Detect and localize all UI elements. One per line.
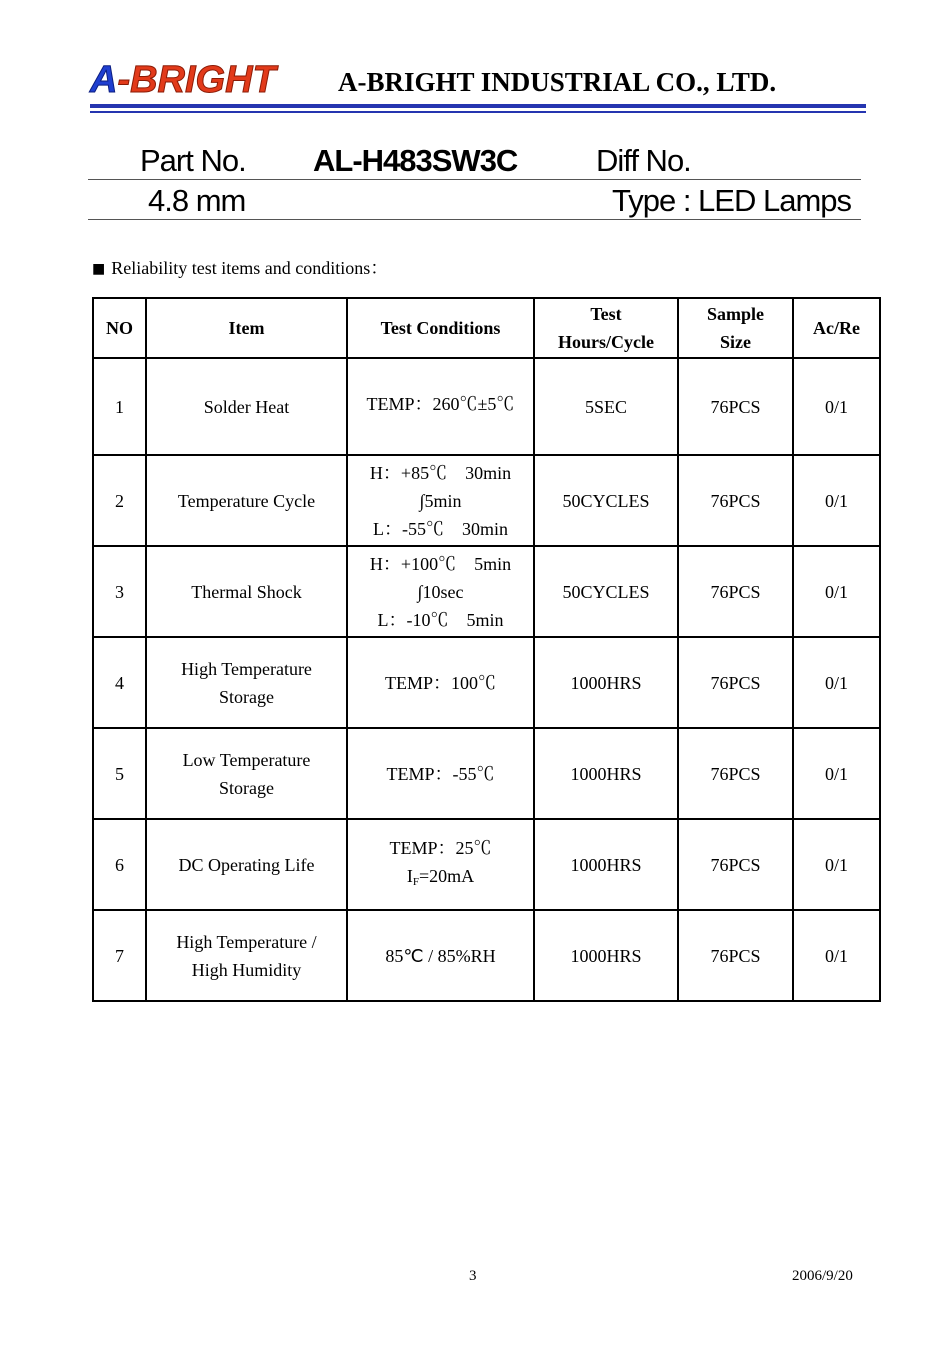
section-title: Reliability test items and conditions： <box>111 258 389 278</box>
column-header-acre: Ac/Re <box>793 298 880 358</box>
condition-line: H：+100℃ 5min <box>369 553 512 574</box>
divider-line <box>88 179 861 180</box>
cell-hours: 1000HRS <box>534 819 678 910</box>
cell-acre: 0/1 <box>793 358 880 455</box>
company-name: A-BRIGHT INDUSTRIAL CO., LTD. <box>338 67 777 97</box>
item-line: Storage <box>219 686 274 707</box>
lamp-type: Type : LED Lamps <box>612 183 852 218</box>
item-line: Storage <box>219 777 274 798</box>
cell-sample: 76PCS <box>678 819 793 910</box>
cell-conditions: 85℃ / 85%RH <box>347 910 534 1001</box>
cell-item <box>146 728 347 819</box>
header-rule-thin <box>90 111 866 113</box>
cell-no: 7 <box>93 910 146 1001</box>
item-line: High Humidity <box>191 959 302 980</box>
cell-sample: 76PCS <box>678 910 793 1001</box>
cell-hours: 5SEC <box>534 358 678 455</box>
column-header-conditions: Test Conditions <box>347 298 534 358</box>
square-bullet-icon: ■ <box>92 261 106 277</box>
item-line: Low Temperature <box>182 749 311 770</box>
logo-dash: - <box>117 59 131 101</box>
table-row <box>93 455 880 546</box>
diff-number-label: Diff No. <box>596 143 691 178</box>
current-symbol: I <box>406 865 413 886</box>
divider-line <box>88 219 861 220</box>
column-header-item: Item <box>146 298 347 358</box>
cell-sample: 76PCS <box>678 455 793 546</box>
condition-line <box>348 862 533 896</box>
current-subscript: F <box>412 875 419 888</box>
condition-line: TEMP：25℃ <box>389 837 492 858</box>
cell-acre: 0/1 <box>793 910 880 1001</box>
logo-bright: BRIGHT <box>130 59 276 101</box>
column-header-hours <box>534 298 678 358</box>
company-logo <box>90 60 276 100</box>
cell-item <box>146 910 347 1001</box>
cell-no: 3 <box>93 546 146 637</box>
cell-acre: 0/1 <box>793 455 880 546</box>
cell-no: 6 <box>93 819 146 910</box>
cell-sample: 76PCS <box>678 637 793 728</box>
table-row <box>93 728 880 819</box>
cell-hours: 1000HRS <box>534 728 678 819</box>
cell-hours: 1000HRS <box>534 637 678 728</box>
cell-item: Solder Heat <box>146 358 347 455</box>
item-line: High Temperature <box>181 658 312 679</box>
item-line: High Temperature / <box>176 931 317 952</box>
cell-no: 4 <box>93 637 146 728</box>
column-header-no: NO <box>93 298 146 358</box>
header-text: Test <box>590 304 622 324</box>
cell-acre: 0/1 <box>793 546 880 637</box>
part-number: AL-H483SW3C <box>313 143 518 178</box>
condition-line: H：+85℃ 30min <box>369 462 512 483</box>
logo-letter-a: A <box>90 59 118 101</box>
cell-acre: 0/1 <box>793 819 880 910</box>
document-date: 2006/9/20 <box>792 1268 853 1284</box>
cell-conditions: TEMP：-55℃ <box>347 728 534 819</box>
condition-line: L：-55℃ 30min <box>373 518 508 539</box>
cell-no: 1 <box>93 358 146 455</box>
header-rule-thick <box>90 104 866 108</box>
cell-conditions <box>347 819 534 910</box>
cell-sample: 76PCS <box>678 358 793 455</box>
cell-conditions <box>347 546 534 637</box>
cell-acre: 0/1 <box>793 728 880 819</box>
condition-line: L：-10℃ 5min <box>377 609 504 630</box>
column-header-sample-size <box>678 298 793 358</box>
cell-sample: 76PCS <box>678 728 793 819</box>
table-row <box>93 546 880 637</box>
header-text: Hours/Cycle <box>558 332 654 352</box>
table-row <box>93 910 880 1001</box>
table-row <box>93 637 880 728</box>
cell-item: Temperature Cycle <box>146 455 347 546</box>
cell-acre: 0/1 <box>793 637 880 728</box>
table-row <box>93 358 880 455</box>
section-heading <box>92 256 388 282</box>
header-text: Sample <box>706 304 764 324</box>
cell-hours: 50CYCLES <box>534 546 678 637</box>
table-header-row <box>93 298 880 358</box>
cell-hours: 1000HRS <box>534 910 678 1001</box>
header-text: Size <box>720 332 751 352</box>
part-number-label: Part No. <box>140 143 246 178</box>
table-row <box>93 819 880 910</box>
condition-line: ∫10sec <box>417 581 464 602</box>
cell-sample: 76PCS <box>678 546 793 637</box>
cell-item: DC Operating Life <box>146 819 347 910</box>
lamp-size: 4.8 mm <box>148 183 246 218</box>
cell-conditions <box>347 455 534 546</box>
cell-item: Thermal Shock <box>146 546 347 637</box>
cell-no: 2 <box>93 455 146 546</box>
condition-line: ∫5min <box>419 490 462 511</box>
page-number: 3 <box>469 1268 477 1284</box>
current-value: =20mA <box>418 865 475 886</box>
cell-conditions: TEMP：100℃ <box>347 637 534 728</box>
cell-item <box>146 637 347 728</box>
reliability-table <box>92 297 881 1002</box>
cell-no: 5 <box>93 728 146 819</box>
cell-conditions: TEMP：260℃±5℃ <box>347 358 534 455</box>
cell-hours: 50CYCLES <box>534 455 678 546</box>
